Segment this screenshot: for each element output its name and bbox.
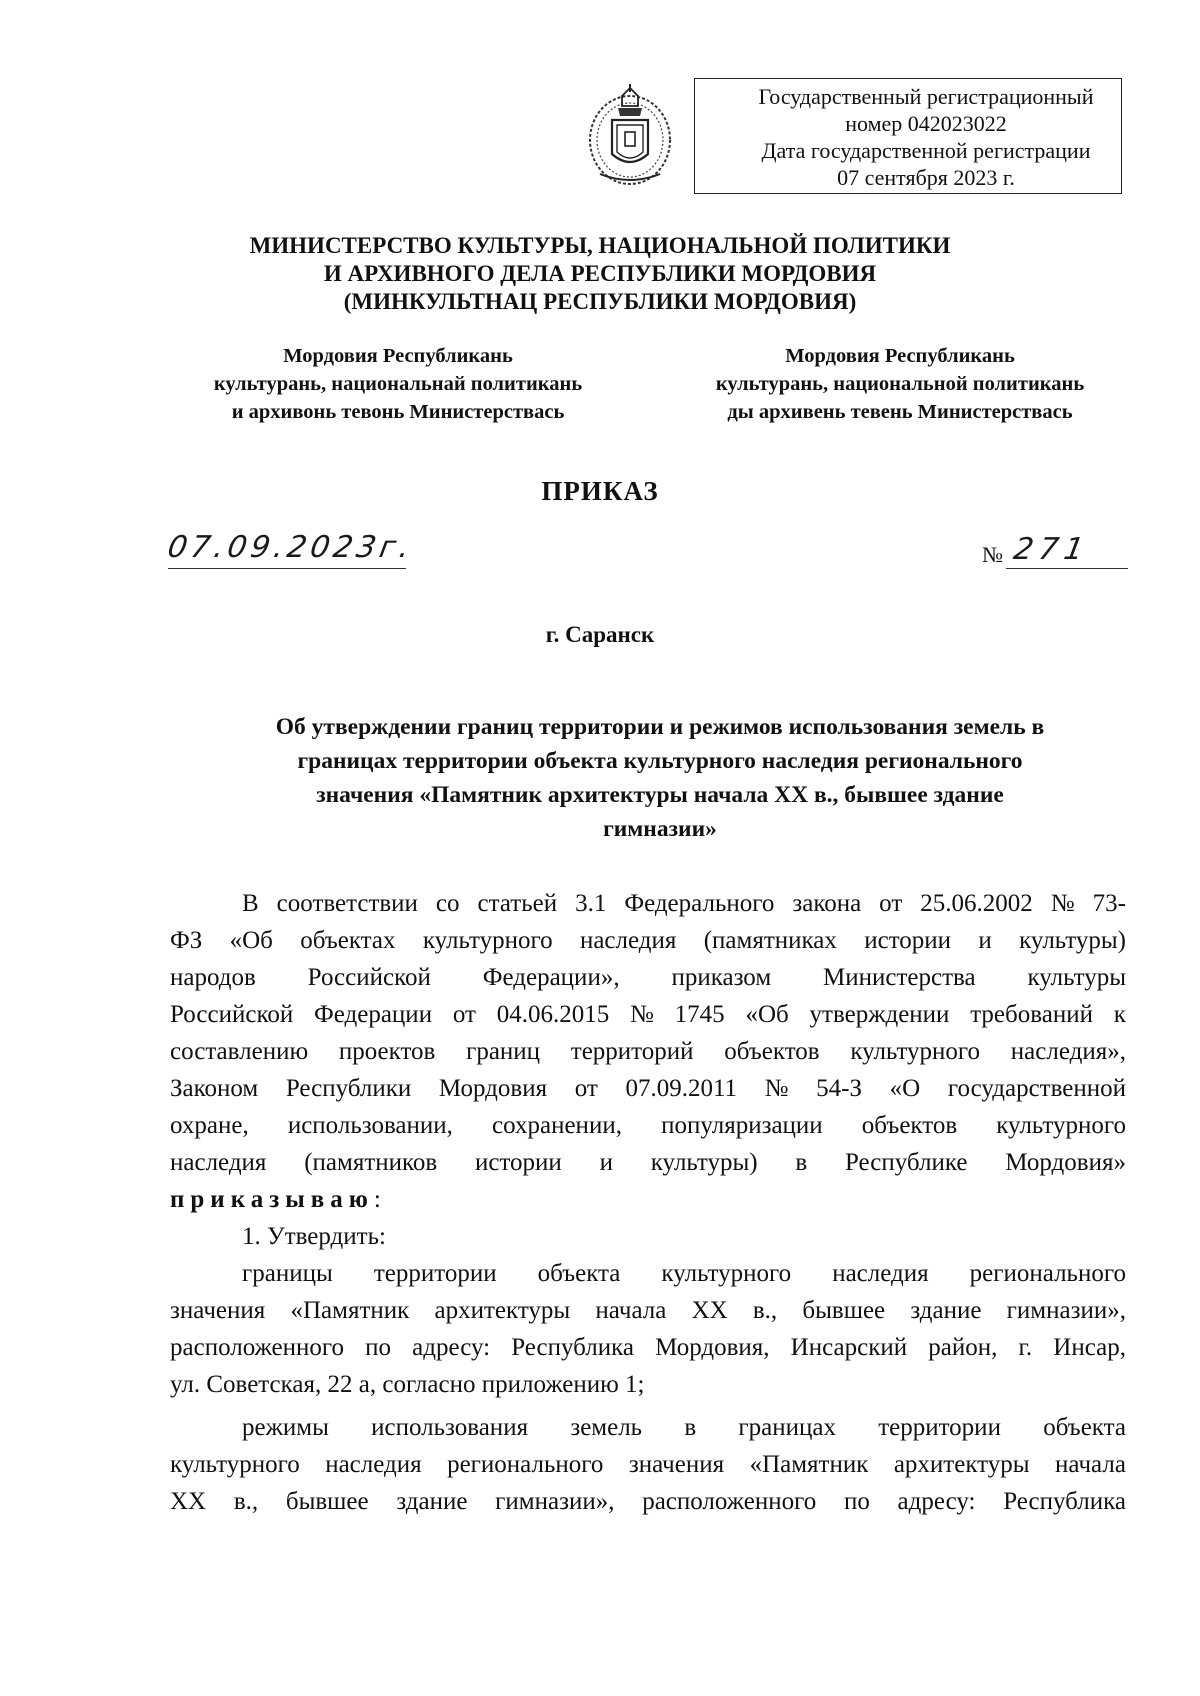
word: Федерального xyxy=(624,890,775,917)
word: (памятников xyxy=(304,1149,438,1176)
registration-line-1: Государственный регистрационный xyxy=(758,84,1094,109)
word: и xyxy=(978,927,992,954)
word: 1745 xyxy=(674,1001,725,1028)
word: архитектуры xyxy=(434,1297,571,1324)
word: объектов xyxy=(861,1112,958,1139)
word: использовании, xyxy=(287,1112,453,1139)
word: использования xyxy=(371,1414,529,1441)
body-line xyxy=(170,1292,1126,1329)
word: Инсар, xyxy=(1053,1334,1126,1361)
word: 3.1 xyxy=(575,890,607,917)
word: № xyxy=(764,1075,789,1102)
word: Республика xyxy=(511,1334,634,1361)
word: территорий xyxy=(570,1038,694,1065)
body-line xyxy=(170,1446,1126,1483)
word: наследия xyxy=(325,1451,422,1478)
word: со xyxy=(435,890,460,917)
word: «Об xyxy=(745,1001,789,1028)
word: государственной xyxy=(947,1075,1126,1102)
word: 04.06.2015 xyxy=(496,1001,610,1028)
word: объекта xyxy=(537,1260,621,1287)
word: культуры) xyxy=(1019,927,1126,954)
word: архитектуры xyxy=(893,1451,1030,1478)
word: Республике xyxy=(844,1149,968,1176)
body-line xyxy=(170,1033,1126,1070)
word: наследия xyxy=(832,1260,929,1287)
subject-line-4: гимназии» xyxy=(603,816,717,842)
word: регионального xyxy=(969,1260,1126,1287)
ministry-title xyxy=(200,232,1000,316)
word: приказом xyxy=(671,964,772,991)
date-underline xyxy=(168,568,406,569)
word: регионального xyxy=(447,1451,604,1478)
number-sign: № xyxy=(982,542,1003,567)
word: значения xyxy=(628,1451,725,1478)
body-line xyxy=(170,1483,1126,1520)
word: адресу: xyxy=(897,1488,976,1515)
body-line xyxy=(170,1255,1126,1292)
word: В xyxy=(242,890,259,917)
word: по xyxy=(843,1488,870,1515)
word: режимы xyxy=(242,1414,329,1441)
word: расположенного xyxy=(642,1488,817,1515)
word: границ xyxy=(466,1038,541,1065)
word: границы xyxy=(242,1260,333,1287)
word: 73- xyxy=(1092,890,1126,917)
word: гимназии», xyxy=(495,1488,615,1515)
word: границах xyxy=(738,1414,836,1441)
word: территории xyxy=(878,1414,1001,1441)
erzya-line-3: ды архивень тевень Министерствась xyxy=(727,401,1073,423)
erzya-line-2: культурань, национальной политикань xyxy=(715,373,1085,395)
word: расположенного xyxy=(170,1334,345,1361)
word: наследия xyxy=(170,1149,267,1176)
word: гимназии», xyxy=(1006,1297,1126,1324)
word: к xyxy=(1113,1001,1126,1028)
number-underline xyxy=(1006,568,1128,569)
word: начала xyxy=(595,1297,667,1324)
word: составлению xyxy=(170,1038,309,1065)
body-line xyxy=(170,959,1126,996)
word: по xyxy=(365,1334,392,1361)
word: требований xyxy=(970,1001,1093,1028)
word: бывшее xyxy=(802,1297,886,1324)
body-line xyxy=(170,1107,1126,1144)
registration-stamp xyxy=(694,78,1122,194)
word: здание xyxy=(910,1297,982,1324)
erzya-line-1: Мордовия Республикань xyxy=(785,345,1015,367)
ministry-line-2: И АРХИВНОГО ДЕЛА РЕСПУБЛИКИ МОРДОВИЯ xyxy=(323,261,877,286)
word: от xyxy=(879,890,903,917)
word: Федерации xyxy=(314,1001,433,1028)
word: Мордовия, xyxy=(655,1334,770,1361)
word: в., xyxy=(233,1488,259,1515)
word: народов xyxy=(170,964,256,991)
word: «Памятник xyxy=(290,1297,410,1324)
registration-line-3: Дата государственной регистрации xyxy=(761,138,1091,163)
word: культурного xyxy=(170,1451,300,1478)
word: здание xyxy=(396,1488,468,1515)
subject-line-1: Об утверждении границ территории и режимов использования земель в xyxy=(275,714,1045,740)
word: культуры xyxy=(1027,964,1126,991)
body-line xyxy=(170,885,1126,922)
word: бывшее xyxy=(285,1488,369,1515)
word: объектах xyxy=(300,927,396,954)
order-body xyxy=(170,885,1126,1520)
word: Республики xyxy=(285,1075,412,1102)
word: в xyxy=(684,1414,697,1441)
decree-colon: : xyxy=(373,1186,381,1213)
word: № xyxy=(630,1001,654,1028)
word: адресу: xyxy=(412,1334,491,1361)
word: проектов xyxy=(338,1038,436,1065)
word: истории xyxy=(864,927,952,954)
decree-line xyxy=(170,1181,1126,1218)
word: XX xyxy=(691,1297,728,1324)
word: «Об xyxy=(229,927,273,954)
ministry-line-3: (МИНКУЛЬТНАЦ РЕСПУБЛИКИ МОРДОВИЯ) xyxy=(343,289,857,314)
document-type-heading: ПРИКАЗ xyxy=(541,476,659,506)
word: закона xyxy=(792,890,862,917)
word: «Памятник xyxy=(749,1451,869,1478)
word: охране, xyxy=(170,1112,249,1139)
order-subject xyxy=(180,710,1140,846)
word: культуры) xyxy=(650,1149,758,1176)
word: и xyxy=(599,1149,613,1176)
coat-of-arms-emblem xyxy=(582,82,678,190)
body-line: ул. Советская, 22 а, согласно приложению 1; xyxy=(170,1371,645,1398)
word: культурного xyxy=(422,927,553,954)
word: «О xyxy=(889,1075,921,1102)
word: (памятниках xyxy=(703,927,837,954)
ministry-name-moksha xyxy=(168,342,628,426)
word: сохранении, xyxy=(492,1112,622,1139)
decree-word: приказываю xyxy=(170,1186,374,1213)
word: статьей xyxy=(477,890,558,917)
registration-line-2: номер 042023022 xyxy=(845,111,1007,136)
word: Российской xyxy=(307,964,431,991)
word: земель xyxy=(570,1414,643,1441)
word: в., xyxy=(752,1297,778,1324)
word: культурного xyxy=(996,1112,1126,1139)
moksha-line-3: и архивонь тевонь Министерствась xyxy=(231,401,565,423)
word: XX xyxy=(170,1488,207,1515)
subject-line-3: значения «Памятник архитектуры начала XX в., бывшее здание xyxy=(316,782,1004,808)
word: значения xyxy=(170,1297,266,1324)
word: 07.09.2011 xyxy=(625,1075,738,1102)
word: район, xyxy=(928,1334,998,1361)
word: наследия xyxy=(579,927,677,954)
word: наследия», xyxy=(1010,1038,1126,1065)
word: соответствии xyxy=(276,890,418,917)
registration-line-4: 07 сентября 2023 г. xyxy=(837,165,1015,190)
handwritten-order-number: 271 xyxy=(1010,532,1093,567)
word: ФЗ xyxy=(170,927,203,954)
word: территории xyxy=(373,1260,497,1287)
ministry-name-erzya xyxy=(670,342,1130,426)
word: Федерации», xyxy=(482,964,620,991)
handwritten-date: 07.09.2023г. xyxy=(164,530,417,565)
word: в xyxy=(795,1149,808,1176)
word: Министерства xyxy=(823,964,976,991)
item-1: 1. Утвердить: xyxy=(242,1223,386,1250)
word: объектов xyxy=(724,1038,820,1065)
word: от xyxy=(452,1001,476,1028)
word: Мордовия xyxy=(438,1075,548,1102)
body-line xyxy=(170,1409,1126,1446)
word: Республика xyxy=(1003,1488,1126,1515)
moksha-line-2: культурань, национальнай политикань xyxy=(213,373,583,395)
body-line xyxy=(170,922,1126,959)
moksha-line-1: Мордовия Республикань xyxy=(283,345,513,367)
word: популяризации xyxy=(661,1112,823,1139)
word: Мордовия» xyxy=(1005,1149,1126,1176)
word: 54-З xyxy=(816,1075,862,1102)
body-line xyxy=(170,1070,1126,1107)
word: 25.06.2002 xyxy=(920,890,1033,917)
word: № xyxy=(1050,890,1075,917)
body-line xyxy=(170,1144,1126,1181)
word: объекта xyxy=(1043,1414,1126,1441)
word: Законом xyxy=(170,1075,259,1102)
word: Инсарский xyxy=(790,1334,908,1361)
word: истории xyxy=(474,1149,562,1176)
word: г. xyxy=(1018,1334,1033,1361)
word: начала xyxy=(1055,1451,1126,1478)
body-line xyxy=(170,996,1126,1033)
word: от xyxy=(574,1075,598,1102)
ministry-line-1: МИНИСТЕРСТВО КУЛЬТУРЫ, НАЦИОНАЛЬНОЙ ПОЛИТИКИ xyxy=(249,233,951,258)
word: утверждении xyxy=(809,1001,950,1028)
word: культурного xyxy=(661,1260,792,1287)
word: Российской xyxy=(170,1001,294,1028)
subject-line-2: границах территории объекта культурного наследия регионального xyxy=(297,748,1023,774)
city: г. Саранск xyxy=(545,622,655,647)
body-line xyxy=(170,1329,1126,1366)
word: культурного xyxy=(850,1038,981,1065)
